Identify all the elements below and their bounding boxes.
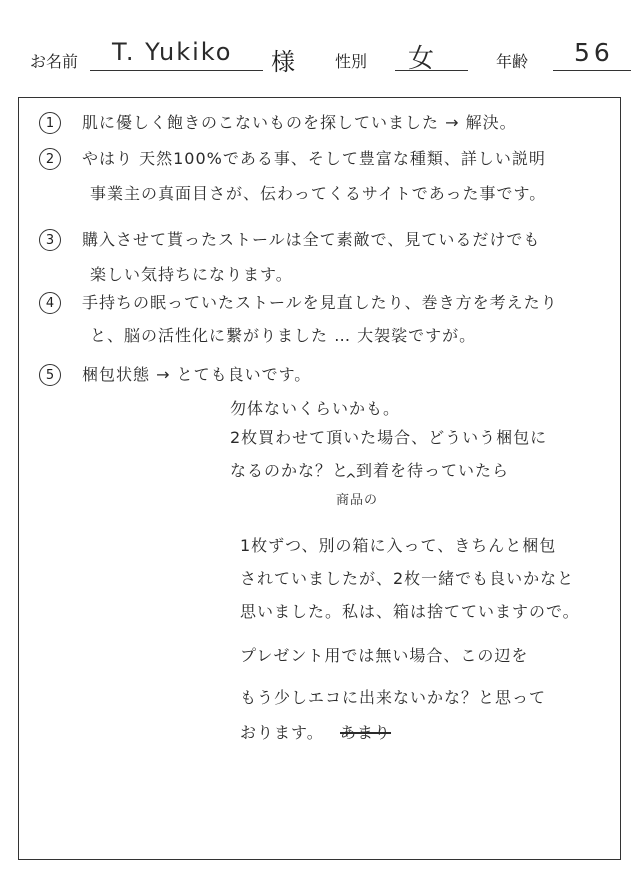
honorific: 様 [271,48,295,76]
item-text-line: 手持ちの眠っていたストールを見直したり、巻き方を考えたり [82,293,558,312]
gender-value: 女 [408,44,435,74]
gender-underline [395,70,468,71]
age-value: 56 [574,38,614,67]
item-text-line: おります。 [240,723,324,742]
age-label: 年齢 [496,52,529,71]
item-text-line: 梱包状態 → とても良いです。 [82,365,312,384]
item-text-line: 勿体ないくらいかも。 [230,399,401,418]
item-text-line: やはり 天然100%である事、そして豊富な種類、詳しい説明 [82,149,546,168]
item-text-line: 思いました。私は、箱は捨てていますので。 [240,602,580,621]
item-text-line: プレゼント用では無い場合、この辺を [240,646,529,665]
item-text-line: 購入させて貰ったストールは全て素敵で、見ているだけでも [82,230,541,249]
item-number: 2 [39,148,61,170]
age-underline [553,70,631,71]
item-text-line: 到着を待っていたら [356,461,510,480]
struck-text: あまり [340,723,392,742]
item-text-line: 事業主の真面目さが、伝わってくるサイトであった事です。 [90,184,547,203]
item-number: 4 [39,292,61,314]
item-number: 5 [39,364,61,386]
item-text-line: 肌に優しく飽きのこないものを探していました → 解決。 [82,113,517,132]
insertion-caret-icon: ^ [345,472,357,488]
name-value: T. Yukiko [112,38,233,66]
item-number: 3 [39,229,61,251]
name-label: お名前 [30,52,79,71]
item-text-line: されていましたが、2枚一緒でも良いかなと [240,569,575,588]
gender-label: 性別 [335,52,368,71]
item-text-line: 楽しい気持ちになります。 [90,265,293,284]
item-text-line: 1枚ずつ、別の箱に入って、きちんと梱包 [240,536,557,555]
item-text-line: 2枚買わせて頂いた場合、どういう梱包に [230,428,548,447]
item-text-line: もう少しエコに出来ないかな？と思って [240,688,547,707]
item-text-line: と、脳の活性化に繋がりました … 大袈裟ですが。 [90,326,477,345]
item-text-line: なるのかな？と [230,461,350,480]
inserted-text: 商品の [336,493,379,508]
item-number: 1 [39,112,61,134]
name-underline [90,70,263,71]
